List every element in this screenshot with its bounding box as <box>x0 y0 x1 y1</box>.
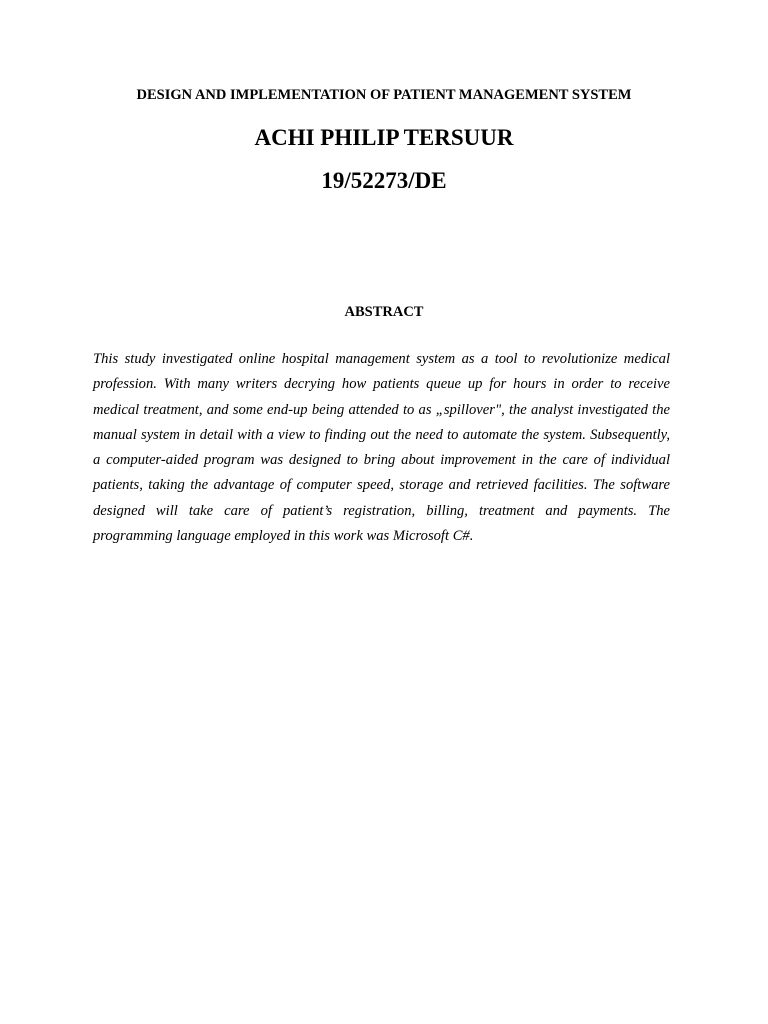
abstract-paragraph: This study investigated online hospital management system as a tool to revolutionize medical profession. With many writers decrying how patients queue up for hours in order to receive medical treatment, and some end-up being attended to as „spillover", the analyst investigated the manual system in detail with a view to finding out the need to automate the system. Subsequently, a computer-aided program was designed to bring about improvement in the care of individual patients, taking the advantage of computer speed, storage and retrieved facilities. The software designed will take care of patient’s registration, billing, treatment and payments. The programming language employed in this work was Microsoft C#. <box>93 351 670 545</box>
author-name: ACHI PHILIP TERSUUR <box>254 125 514 150</box>
abstract-heading: ABSTRACT <box>344 304 424 320</box>
document-title: DESIGN AND IMPLEMENTATION OF PATIENT MANAGEMENT SYSTEM <box>136 87 632 103</box>
matric-number: 19/52273/DE <box>321 168 447 193</box>
